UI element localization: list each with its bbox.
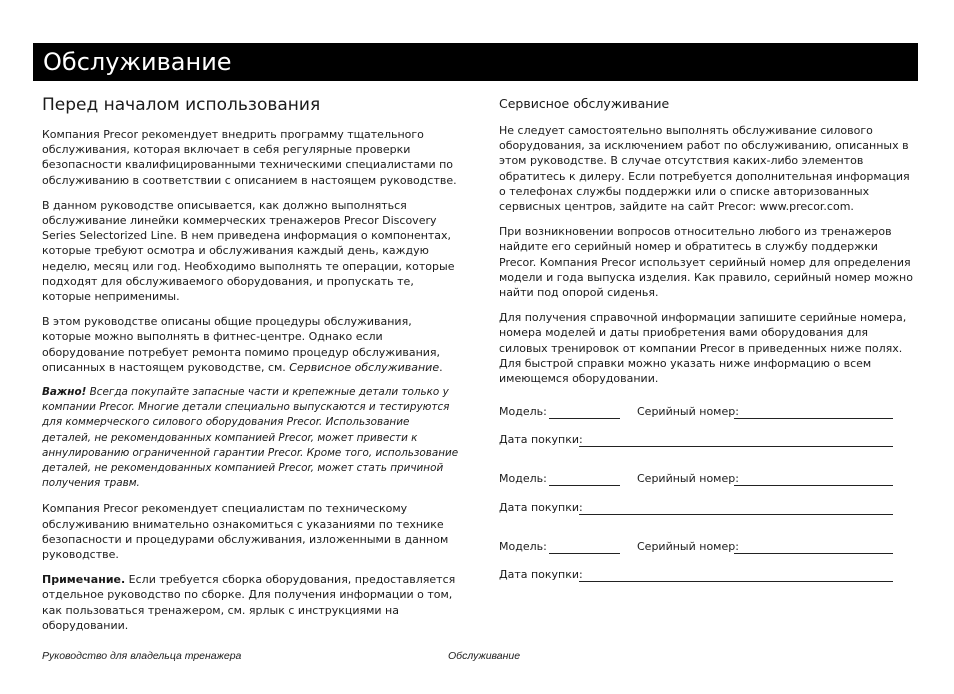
serial-label: Серийный номер: — [637, 405, 739, 418]
left-paragraph-2: В данном руководстве описывается, как должно выполняться обслуживание линейки коммерческих тренажеров Precor Discovery Series Selectorized Line. В нем приведена информация о компонентах, которые требуют осмотра и обслуживания каждый день, каждую неделю, месяц или год. Необходимо выполнять те операции, которые подходят для обслуживаемого оборудования, и пропускать те, которые неприменимы. — [42, 198, 455, 304]
date-field-1[interactable] — [579, 446, 893, 447]
footer-manual-title: Руководство для владельца тренажера — [42, 650, 242, 662]
right-column — [499, 95, 913, 396]
model-serial-row-2 — [499, 472, 899, 488]
date-label: Дата покупки: — [499, 501, 583, 514]
paragraph-end: . — [439, 360, 443, 374]
footer-section-title: Обслуживание — [448, 650, 521, 662]
serial-label: Серийный номер: — [637, 472, 739, 485]
important-text: Всегда покупайте запасные части и крепежные детали только у компании Precor. Многие детали специально выпускаются и тестируются для коммерческого силового оборудования Precor. Использование деталей, не рекомендованных компанией Precor, может привести к аннулированию ограниченной гарантии Precor. Кроме того, использование деталей, не рекомендованных компанией Precor, может стать причиной получения травм. — [42, 386, 459, 490]
serial-field-2[interactable] — [734, 485, 893, 486]
right-paragraph-2: При возникновении вопросов относительно любого из тренажеров найдите его серийный номер и обратитесь в службу поддержки Precor. Компания Precor использует серийный номер для определения модели и года выпуска изделия. Как правило, серийный номер можно найти под опорой сиденья. — [499, 225, 913, 300]
model-label: Модель: — [499, 472, 547, 485]
important-label: Важно! — [42, 386, 87, 399]
model-field-1[interactable] — [549, 418, 620, 419]
right-paragraph-1: Не следует самостоятельно выполнять обслуживание силового оборудования, за исключением работ по обслуживанию, описанных в этом руководстве. В случае отсутствия каких-либо элементов обратитесь к дилеру. Если потребуется дополнительная информация о телефонах службы поддержки или о списке авторизованных сервисных центров, зайдите на сайт Precor: www.precor.com. — [499, 124, 910, 214]
serial-field-1[interactable] — [734, 418, 893, 419]
left-heading: Перед началом использования — [42, 95, 321, 115]
left-paragraph-3 — [42, 314, 460, 375]
date-row-2 — [499, 501, 899, 517]
left-column — [42, 95, 460, 643]
date-label: Дата покупки: — [499, 433, 583, 446]
note-label: Примечание. — [42, 573, 126, 587]
right-heading: Сервисное обслуживание — [499, 96, 670, 111]
section-banner — [33, 43, 918, 81]
note-text: Если требуется сборка оборудования, предоставляется отдельное руководство по сборке. Для получения информации о том, как пользоваться тренажером, см. ярлык с инструкциями на оборудовании. — [42, 573, 456, 632]
section-title: Обслуживание — [43, 48, 232, 76]
model-serial-row-1 — [499, 405, 899, 421]
date-label: Дата покупки: — [499, 568, 583, 581]
model-serial-row-3 — [499, 540, 899, 556]
model-label: Модель: — [499, 540, 547, 553]
note-paragraph — [42, 572, 460, 633]
date-field-2[interactable] — [579, 514, 893, 515]
model-label: Модель: — [499, 405, 547, 418]
left-paragraph-1: Компания Precor рекомендует внедрить программу тщательного обслуживания, которая включает в себя регулярные проверки безопасности квалифицированными техническими специалистами по обслуживанию в соответствии с описанием в настоящем руководстве. — [42, 128, 457, 187]
serial-label: Серийный номер: — [637, 540, 739, 553]
serial-field-3[interactable] — [734, 553, 893, 554]
model-field-2[interactable] — [549, 485, 620, 486]
right-paragraph-3: Для получения справочной информации запишите серийные номера, номера моделей и даты приобретения вами оборудования для силовых тренировок от компании Precor в приведенных ниже полях. Для быстрой справки можно указать ниже информацию о всем имеющемся оборудовании. — [499, 311, 907, 386]
important-notice — [42, 385, 460, 491]
date-row-3 — [499, 568, 899, 584]
model-field-3[interactable] — [549, 553, 620, 554]
date-row-1 — [499, 433, 899, 449]
paragraph-text: В этом руководстве описаны общие процедуры обслуживания, которые можно выполнять в фитнес-центре. Однако если оборудование потребует ремонта помимо процедур обслуживания, описанных в настоящем руководстве, см. — [42, 315, 441, 374]
date-field-3[interactable] — [579, 581, 893, 582]
left-paragraph-4: Компания Precor рекомендует специалистам по техническому обслуживанию внимательно ознакомиться с указаниями по технике безопасности и процедурами обслуживания, изложенными в данном руководстве. — [42, 502, 449, 562]
service-reference: Сервисное обслуживание — [289, 360, 440, 374]
